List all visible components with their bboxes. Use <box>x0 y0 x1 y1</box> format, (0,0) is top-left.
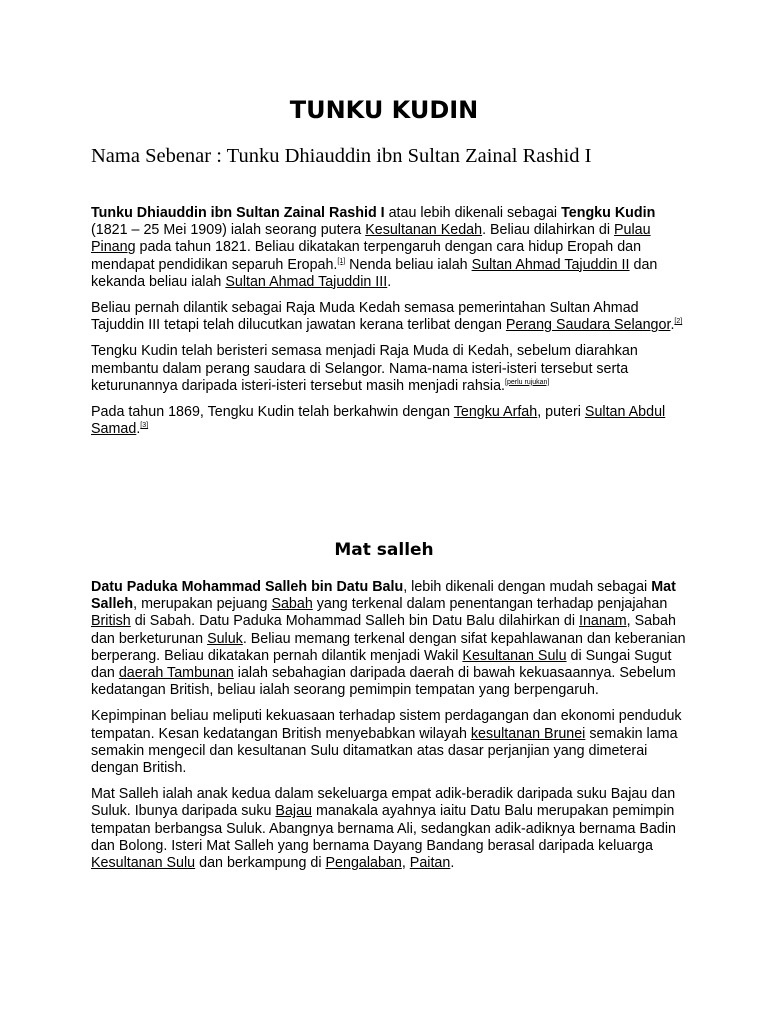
text: . Beliau memang terkenal dengan sifat kepahlawanan dan keberanian berperang. Beliau dikatakan pernah dilantik menjadi Wakil <box>91 630 686 664</box>
text: , Sabah dan berketurunan <box>91 613 676 647</box>
link-sultan-abdul-samad[interactable]: Sultan Abdul Samad <box>91 404 666 438</box>
text: , merupakan pejuang <box>133 596 272 613</box>
reference-link[interactable]: [2] <box>674 318 683 326</box>
text: Tengku Kudin telah beristeri semasa menjadi Raja Muda di Kedah, sebelum diarahkan membantu dalam perang saudara di Selangor. Nama-nama isteri-isteri tersebut serta keturunannya daripada isteri-isteri tersebut masih menjadi rahsia. <box>91 343 638 394</box>
reference-link[interactable]: [3] <box>140 422 149 430</box>
section-heading: Mat salleh <box>334 540 434 560</box>
text: , lebih dikenali dengan mudah sebagai <box>403 579 652 595</box>
link-pulau-pinang[interactable]: Pulau Pinang <box>91 222 651 256</box>
paragraph <box>91 786 691 872</box>
text: Mat Salleh ialah anak kedua dalam sekeluarga empat adik-beradik daripada suku Bajau dan Suluk. Ibunya daripada suku <box>91 786 676 820</box>
bold-text: Mat Salleh <box>91 579 676 613</box>
text: di Sungai Sugut dan <box>91 647 672 682</box>
text: (1821 – 25 Mei 1909) ialah seorang putera <box>91 222 366 239</box>
text: Kepimpinan beliau meliputi kekuasaan terhadap sistem perdagangan dan ekonomi penduduk tempatan. Kesan kedatangan British menyebabkan wilayah <box>91 708 682 742</box>
link-sultan-ahmad-tajuddin-ii[interactable]: Sultan Ahmad Tajuddin II <box>471 256 630 273</box>
paragraph <box>91 343 691 395</box>
link-sultan-ahmad-tajuddin-iii[interactable]: Sultan Ahmad Tajuddin III <box>225 273 388 290</box>
text: pada tahun 1821. Beliau dikatakan terpengaruh dengan cara hidup Eropah dan mendapat pendidikan separuh Eropah. <box>91 239 642 273</box>
text: di Sabah. Datu Paduka Mohammad Salleh bin Datu Balu dilahirkan di <box>130 613 579 630</box>
reference-link[interactable]: [1] <box>337 257 346 265</box>
text: yang terkenal dalam penentangan terhadap penjajahan <box>312 596 668 613</box>
text: . <box>670 317 675 334</box>
text: . Beliau dilahirkan di <box>482 222 615 239</box>
text: ialah sebahagian daripada daerah di bawah kekuasaannya. Sebelum kedatangan British, beliau ialah seorang pemimpin tempatan yang berpengaruh. <box>91 665 676 699</box>
text: dan kekanda beliau ialah <box>91 256 658 290</box>
link-inanam[interactable]: Inanam <box>578 613 627 630</box>
link-kesultanan-sulu[interactable]: Kesultanan Sulu <box>91 855 196 872</box>
text: Beliau pernah dilantik sebagai Raja Muda Kedah semasa pemerintahan Sultan Ahmad Tajuddin III tetapi telah dilucutkan jawatan kerana terlibat dengan <box>91 300 639 334</box>
link-pengalaban[interactable]: Pengalaban <box>325 855 402 872</box>
paragraph <box>91 579 691 699</box>
link-tengku-arfah[interactable]: Tengku Arfah <box>453 404 538 421</box>
text: dan berkampung di <box>195 855 326 872</box>
text: atau lebih dikenali sebagai <box>384 205 562 221</box>
link-suluk[interactable]: Suluk <box>207 630 243 647</box>
text: . <box>136 421 141 438</box>
bold-text: Datu Paduka Mohammad Salleh bin Datu Balu <box>91 579 404 595</box>
text: . <box>450 855 455 872</box>
text: , puteri <box>537 404 585 421</box>
link-kesultanan-sulu[interactable]: Kesultanan Sulu <box>462 647 567 664</box>
bold-text: Tunku Dhiauddin ibn Sultan Zainal Rashid I <box>91 205 385 221</box>
text: . <box>387 273 392 290</box>
text: semakin lama semakin mengecil dan kesultanan Sulu ditamatkan atas dasar perjanjian yang dimeterai dengan British. <box>91 725 678 777</box>
section-tunku-kudin <box>91 205 691 447</box>
link-sabah[interactable]: Sabah <box>271 596 313 613</box>
link-kesultanan-kedah[interactable]: Kesultanan Kedah <box>365 222 483 239</box>
text: manakala ayahnya iaitu Datu Balu merupakan pemimpin tempatan berbangsa Suluk. Abangnya bernama Ali, sedangkan adik-adiknya bernama Badin dan Bolong. Isteri Mat Salleh yang bernama Dayang Bandang berasal daripada keluarga <box>91 803 676 854</box>
link-paitan[interactable]: Paitan <box>409 855 451 872</box>
paragraph <box>91 404 691 438</box>
paragraph <box>91 205 691 291</box>
link-daerah-tambunan[interactable]: daerah Tambunan <box>118 665 234 682</box>
page-title: TUNKU KUDIN <box>289 96 479 124</box>
page-subtitle: Nama Sebenar : Tunku Dhiauddin ibn Sultan Zainal Rashid I <box>91 145 592 167</box>
text: Pada tahun 1869, Tengku Kudin telah berkahwin dengan <box>91 404 454 421</box>
text: , <box>401 855 410 872</box>
link-british[interactable]: British <box>91 613 131 630</box>
link-bajau[interactable]: Bajau <box>275 803 312 820</box>
bold-text: Tengku Kudin <box>561 205 656 221</box>
link-perang-saudara-selangor[interactable]: Perang Saudara Selangor <box>505 317 671 334</box>
paragraph <box>91 708 691 777</box>
citation-needed-link[interactable]: [perlu rujukan] <box>505 378 550 386</box>
section-mat-salleh <box>91 579 691 881</box>
text: Nenda beliau ialah <box>345 256 472 273</box>
paragraph <box>91 300 691 334</box>
link-kesultanan-brunei[interactable]: kesultanan Brunei <box>470 725 586 742</box>
